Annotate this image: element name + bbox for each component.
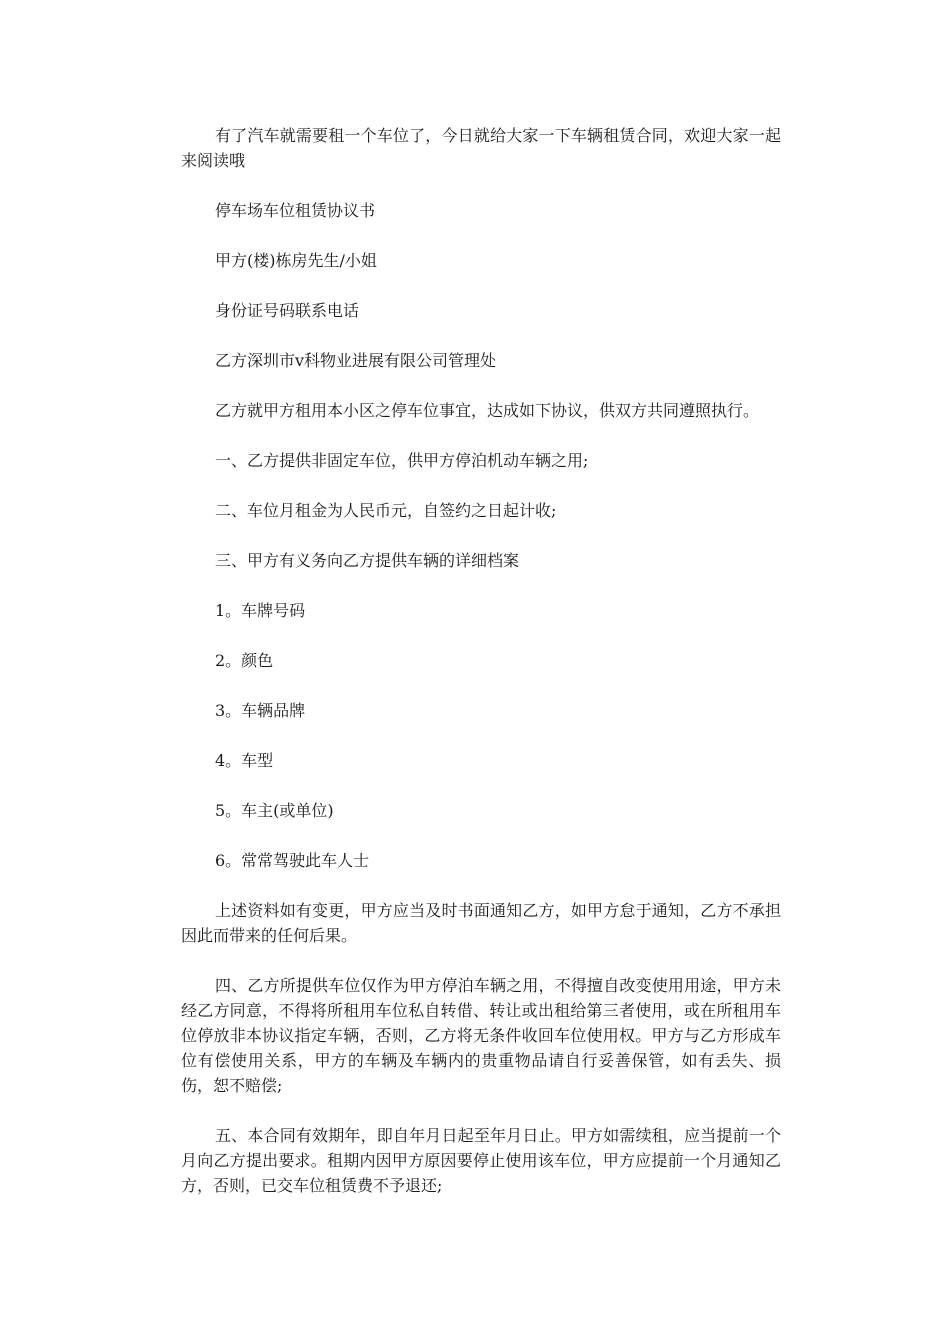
clause-3: 三、甲方有义务向乙方提供车辆的详细档案 bbox=[215, 551, 520, 570]
list-item: 5。车主(或单位) bbox=[215, 801, 334, 820]
list-item: 1。车牌号码 bbox=[215, 601, 306, 620]
party-a-line: 甲方(楼)栋房先生/小姐 bbox=[215, 251, 377, 270]
party-b-line: 乙方深圳市v科物业进展有限公司管理处 bbox=[215, 351, 497, 370]
list-item: 6。常常驾驶此车人士 bbox=[215, 851, 370, 870]
document-title: 停车场车位租赁协议书 bbox=[215, 201, 376, 220]
change-notice-paragraph: 上述资料如有变更，甲方应当及时书面通知乙方，如甲方怠于通知，乙方不承担因此而带来的任何后果。 bbox=[181, 901, 781, 945]
list-item: 2。颜色 bbox=[215, 651, 274, 670]
intro-paragraph: 有了汽车就需要租一个车位了，今日就给大家一下车辆租赁合同，欢迎大家一起来阅读哦 bbox=[181, 126, 781, 170]
clause-4: 四、乙方所提供车位仅作为甲方停泊车辆之用，不得擅自改变使用用途，甲方未经乙方同意，不得将所租用车位私自转借、转让或出租给第三者使用，或在所租用车位停放非本协议指定车辆，否则，乙方将无条件收回车位使用权。甲方与乙方形成车位有偿使用关系，甲方的车辆及车辆内的贵重物品请自行妥善保管，如有丢失、损伤，恕不赔偿; bbox=[181, 976, 781, 1095]
document-body bbox=[181, 123, 781, 1223]
clause-5: 五、本合同有效期年，即自年月日起至年月日止。甲方如需续租，应当提前一个月向乙方提出要求。租期内因甲方原因要停止使用该车位，甲方应提前一个月通知乙方，否则，已交车位租赁费不予退还; bbox=[181, 1126, 781, 1195]
list-item: 3。车辆品牌 bbox=[215, 701, 306, 720]
list-item: 4。车型 bbox=[215, 751, 274, 770]
clause-2: 二、车位月租金为人民币元，自签约之日起计收; bbox=[215, 501, 557, 520]
clause-1: 一、乙方提供非固定车位，供甲方停泊机动车辆之用; bbox=[215, 451, 589, 470]
agreement-preamble: 乙方就甲方租用本小区之停车位事宜，达成如下协议，供双方共同遵照执行。 bbox=[215, 401, 760, 420]
id-phone-line: 身份证号码联系电话 bbox=[215, 301, 360, 320]
